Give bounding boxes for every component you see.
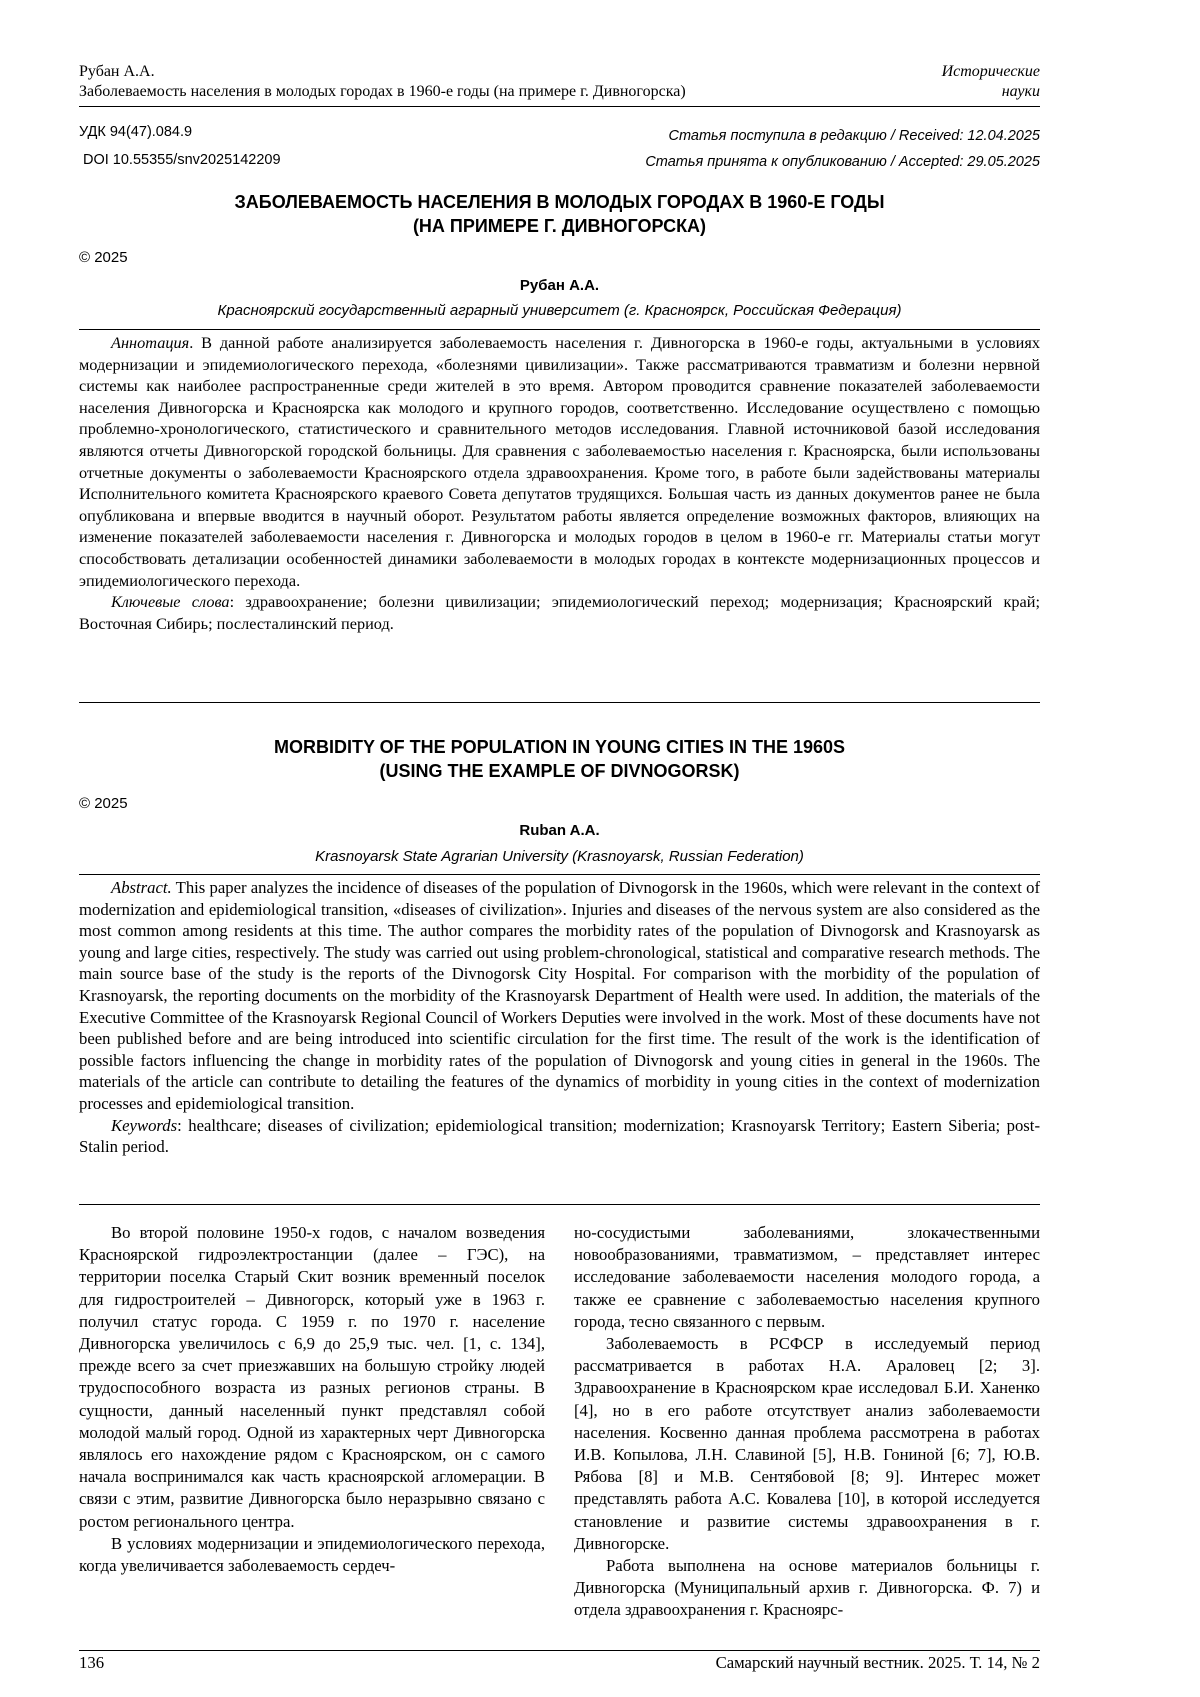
abstract-en-label: Abstract.	[111, 878, 172, 897]
section-line-1: Исторические	[942, 62, 1040, 82]
received-date: Статья поступила в редакцию / Received: 12.04.2025	[669, 127, 1040, 145]
title-en-line-2: (USING THE EXAMPLE OF DIVNOGORSK)	[79, 759, 1040, 783]
keywords-en-text: : healthcare; diseases of civilization; epidemiological transition; modernization; Krasnoyarsk Territory; Eastern Siberia; post-Stalin period.	[79, 1116, 1040, 1157]
affiliation-en: Krasnoyarsk State Agrarian University (Krasnoyarsk, Russian Federation)	[79, 848, 1040, 865]
journal-citation: Самарский научный вестник. 2025. Т. 14, № 2	[716, 1652, 1040, 1674]
body-paragraph: Заболеваемость в РСФСР в исследуемый период рассматривается в работах Н.А. Араловец [2; 3]. Здравоохранение в Красноярском крае исследовал Б.И. Ханенко [4], но в его работе отсутствует анализ заболеваемости населения. Косвенно данная проблема рассмотрена в работах И.В. Копылова, Л.Н. Славиной [5], Н.В. Гониной [6; 7], Ю.В. Рябова [8] и М.В. Сентябовой [8; 9]. Интерес может представлять работа А.С. Ковалева [10], в которой исследуется становление и развитие системы здравоохранения в г. Дивногорске.	[574, 1333, 1040, 1555]
abstract-en	[79, 877, 1040, 1158]
abstract-ru	[79, 332, 1040, 634]
author-en: Ruban A.A.	[79, 822, 1040, 839]
running-header-section	[942, 62, 1040, 102]
body-paragraph: Во второй половине 1950-х годов, с началом возведения Красноярской гидроэлектростанции (далее – ГЭС), на территории поселка Старый Скит возник временный поселок для гидростроителей – Дивногорск, который уже в 1963 г. получил статус города. С 1959 г. по 1970 г. население Дивногорска увеличилось с 6,9 до 25,9 тыс. чел. [1, с. 134], прежде всего за счет приезжавших на большую стройку людей трудоспособного возраста из разных регионов страны. В сущности, данный населенный пункт представлял собой молодой малый город. Одной из характерных черт Дивногорска являлось его нахождение рядом с Красноярском, он с самого начала воспринимался как часть красноярской агломерации. В связи с этим, развитие Дивногорска было неразрывно связано с ростом регионального центра.	[79, 1222, 545, 1533]
section-line-2: науки	[942, 82, 1040, 102]
udk-code: УДК 94(47).084.9	[79, 123, 192, 141]
page-footer	[79, 1650, 1040, 1652]
article-title-en	[79, 735, 1040, 783]
abstract-ru-paragraph	[79, 332, 1040, 591]
accepted-date: Статья принята к опубликованию / Accepted: 29.05.2025	[645, 153, 1040, 171]
body-paragraph: Работа выполнена на основе материалов больницы г. Дивногорска (Муниципальный архив г. Дивногорска. Ф. 7) и отдела здравоохранения г. Красноярс-	[574, 1555, 1040, 1622]
keywords-en-label: Keywords	[111, 1116, 177, 1135]
keywords-ru-paragraph	[79, 591, 1040, 634]
article-page	[79, 0, 1040, 1697]
body-paragraph: но-сосудистыми заболеваниями, злокачественными новообразованиями, травматизмом, – представляет интерес исследование заболеваемости населения молодого города, а также ее сравнение с заболеваемостью населения крупного города, тесно связанного с первым.	[574, 1222, 1040, 1333]
doi: DOI 10.55355/snv2025142209	[83, 151, 281, 169]
title-en-line-1: MORBIDITY OF THE POPULATION IN YOUNG CITIES IN THE 1960S	[79, 735, 1040, 759]
divider	[79, 1204, 1040, 1205]
body-column-right	[574, 1222, 1040, 1622]
body-column-left	[79, 1222, 545, 1577]
abstract-en-text: This paper analyzes the incidence of diseases of the population of Divnogorsk in the 1960s, which were relevant in the context of modernization and epidemiological transition, «diseases of civilization». Injuries and diseases of the nervous system are also considered as the most common among residents at this time. The author compares the morbidity rates of the population of Divnogorsk and Krasnoyarsk as young and large cities, respectively. The study was carried out using problem-chronological, statistical and comparative research methods. The main source base of the study is the reports of the Divnogorsk City Hospital. For comparison with the morbidity of the population of Krasnoyarsk, the reporting documents on the morbidity of the Krasnoyarsk Department of Health were used. In addition, the materials of the Executive Committee of the Krasnoyarsk Regional Council of Workers Deputies were involved in the work. Most of these documents have not been published before and are being introduced into scientific circulation for the first time. The result of the work is the identification of possible factors influencing the change in morbidity rates of the population of Divnogorsk and young cities in general in the 1960s. The materials of the article can contribute to detailing the features of the dynamics of morbidity in young cities in the context of modernization processes and epidemiological transition.	[79, 878, 1040, 1113]
title-ru-line-2: (НА ПРИМЕРЕ Г. ДИВНОГОРСКА)	[79, 214, 1040, 238]
page-number: 136	[79, 1652, 104, 1674]
keywords-ru-text: : здравоохранение; болезни цивилизации; эпидемиологический переход; модернизация; Красноярский край; Восточная Сибирь; послесталинский период.	[79, 592, 1040, 633]
abstract-ru-label: Аннотация	[111, 333, 189, 352]
copyright-ru: © 2025	[79, 249, 128, 266]
running-header-short-title: Заболеваемость населения в молодых городах в 1960-е годы (на примере г. Дивногорска)	[79, 82, 686, 102]
article-title-ru	[79, 190, 1040, 238]
copyright-en: © 2025	[79, 795, 128, 812]
abstract-en-paragraph	[79, 877, 1040, 1115]
affiliation-ru: Красноярский государственный аграрный университет (г. Красноярск, Российская Федерация)	[79, 302, 1040, 319]
abstract-ru-text: . В данной работе анализируется заболеваемость населения г. Дивногорска в 1960-е годы, актуальными в условиях модернизации и эпидемиологического перехода, «болезнями цивилизации». Также рассматриваются травматизм и болезни нервной системы как наиболее распространенные среди жителей в это время. Автором проводится сравнение показателей заболеваемости населения Дивногорска и Красноярска как молодого и крупного городов, соответственно. Исследование осуществлено с помощью проблемно-хронологического, статистического и сравнительного методов исследования. Главной источниковой базой исследования являются отчеты Дивногорской городской больницы. Для сравнения с заболеваемостью населения г. Красноярска, были использованы отчетные документы о заболеваемости Красноярского отдела здравоохранения. Кроме того, в работе были задействованы материалы Исполнительного комитета Красноярского краевого Совета депутатов трудящихся. Большая часть из данных документов ранее не была опубликована и впервые вводится в научный оборот. Результатом работы является определение возможных факторов, влияющих на изменение показателей заболеваемости населения г. Дивногорска и молодых городов в целом в 1960-е гг. Материалы статьи могут способствовать детализации особенностей динамики заболеваемости в молодых городах в контексте модернизационных процессов и эпидемиологического перехода.	[79, 333, 1040, 590]
keywords-en-paragraph	[79, 1115, 1040, 1158]
divider	[79, 702, 1040, 703]
author-ru: Рубан А.А.	[79, 277, 1040, 294]
running-header-author: Рубан А.А.	[79, 62, 686, 82]
divider	[79, 874, 1040, 875]
running-header-left	[79, 62, 686, 102]
running-header	[79, 62, 1040, 107]
body-paragraph: В условиях модернизации и эпидемиологического перехода, когда увеличивается заболеваемость сердеч-	[79, 1533, 545, 1577]
title-ru-line-1: ЗАБОЛЕВАЕМОСТЬ НАСЕЛЕНИЯ В МОЛОДЫХ ГОРОДАХ В 1960-Е ГОДЫ	[79, 190, 1040, 214]
keywords-ru-label: Ключевые слова	[111, 592, 230, 611]
divider	[79, 329, 1040, 330]
